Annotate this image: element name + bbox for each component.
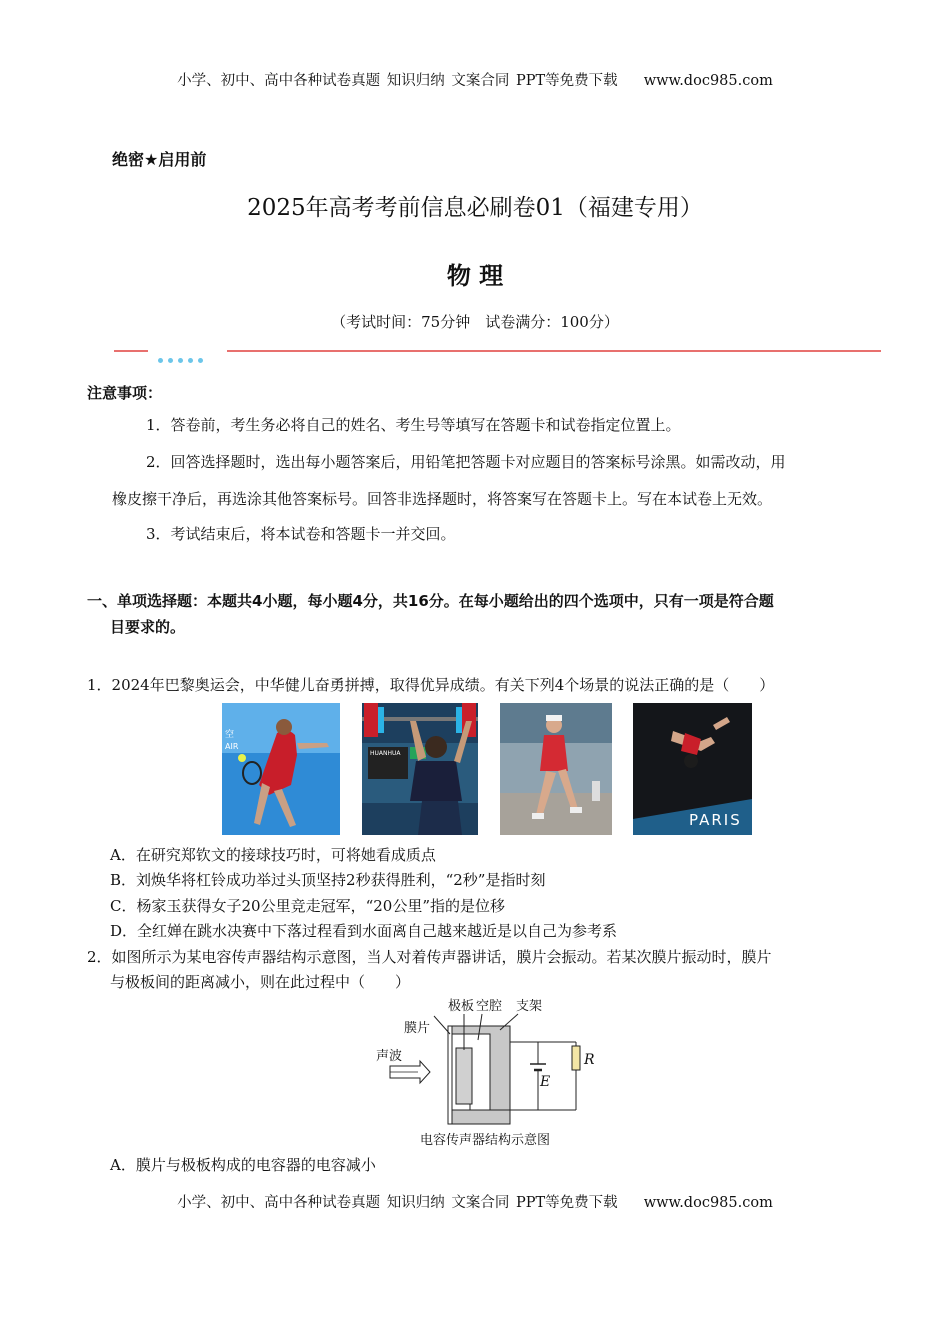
decorative-divider — [114, 350, 881, 356]
question-1-stem: 1．2024年巴黎奥运会，中华健儿奋勇拼搏，取得优异成绩。有关下列4个场景的说法正确的是（ ） — [87, 676, 775, 694]
subject-title: 物 理 — [446, 262, 504, 290]
notice-title: 注意事项： — [87, 384, 163, 402]
weightlifting-photo — [362, 703, 478, 835]
page-footer — [0, 1191, 950, 1212]
diving-banner-text: PARIS — [689, 811, 742, 829]
svg-text:空: 空 — [225, 730, 235, 740]
section-heading-cont: 目要求的。 — [110, 618, 186, 636]
question-2-stem-cont: 与极板间的距离减小，则在此过程中（ ） — [110, 973, 411, 991]
label-plate: 极板 — [448, 999, 475, 1014]
svg-text:AIR: AIR — [225, 742, 239, 751]
section-heading: 一、单项选择题：本题共4小题，每小题4分，共16分。在每小题给出的四个选项中，只有一项是符合题 — [87, 592, 774, 610]
question-1-option-d: D．全红婵在跳水决赛中下落过程看到水面离自己越来越近是以自己为参考系 — [110, 922, 618, 940]
exam-info: （考试时间：75分钟 试卷满分：100分） — [331, 313, 619, 331]
diving-photo — [633, 703, 752, 835]
exam-title: 2025年高考考前信息必刷卷01（福建专用） — [247, 195, 703, 221]
divider-dots — [158, 348, 208, 367]
question-2-option-a: A．膜片与极板构成的电容器的电容减小 — [110, 1156, 376, 1174]
capacitor-microphone-diagram — [370, 994, 610, 1154]
page-footer-site: www.doc985.com — [643, 1195, 773, 1211]
label-membrane: 膜片 — [404, 1021, 431, 1036]
question-1-option-b: B．刘焕华将杠铃成功举过头顶坚持2秒获得胜利，“2秒”是指时刻 — [110, 871, 546, 889]
race-walking-photo — [500, 703, 612, 835]
notice-item-1: 1．答卷前，考生务必将自己的姓名、考生号等填写在答题卡和试卷指定位置上。 — [146, 416, 681, 434]
page-header — [0, 69, 950, 90]
weightlift-banner-text: HUANHUA — [370, 750, 401, 757]
question-1-option-c: C．杨家玉获得女子20公里竞走冠军，“20公里”指的是位移 — [110, 897, 505, 915]
label-sound-wave: 声波 — [376, 1049, 403, 1064]
label-emf: E — [540, 1074, 551, 1090]
secret-mark: 绝密★启用前 — [112, 150, 207, 169]
label-resistor: R — [584, 1052, 595, 1068]
question-2-stem: 2．如图所示为某电容传声器结构示意图，当人对着传声器讲话，膜片会振动。若某次膜片振动时，膜片 — [87, 948, 772, 966]
page-header-site: www.doc985.com — [643, 73, 773, 89]
figure-caption: 电容传声器结构示意图 — [420, 1133, 551, 1148]
question-1-option-a: A．在研究郑钦文的接球技巧时，可将她看成质点 — [110, 846, 436, 864]
label-bracket: 支架 — [516, 999, 543, 1014]
label-cavity: 空腔 — [476, 999, 503, 1014]
circuit-diagram-svg — [370, 994, 610, 1154]
notice-item-2-cont: 橡皮擦干净后，再选涂其他答案标号。回答非选择题时，将答案写在答题卡上。写在本试卷上无效。 — [112, 490, 773, 508]
notice-item-3: 3．考试结束后，将本试卷和答题卡一并交回。 — [146, 525, 456, 543]
tennis-photo — [222, 703, 340, 835]
page-header-text: 小学、初中、高中各种试卷真题 知识归纳 文案合同 PPT等免费下载 — [177, 73, 618, 89]
page-footer-text: 小学、初中、高中各种试卷真题 知识归纳 文案合同 PPT等免费下载 — [177, 1195, 618, 1211]
notice-item-2: 2．回答选择题时，选出每小题答案后，用铅笔把答题卡对应题目的答案标号涂黑。如需改动，用 — [146, 453, 786, 471]
